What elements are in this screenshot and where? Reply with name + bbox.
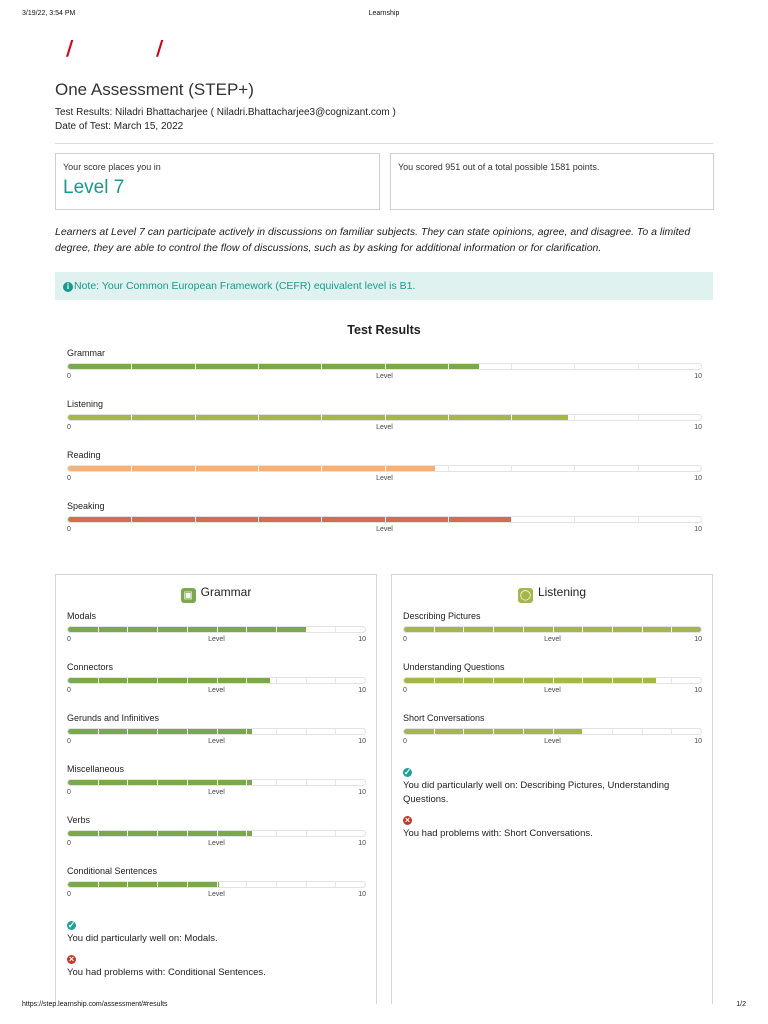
- points-card: [390, 153, 714, 210]
- skill-bar-divider: [612, 627, 613, 632]
- grammar-skill-4: [67, 815, 366, 866]
- grammar-skill-3: [67, 764, 366, 815]
- skill-bar-divider: [671, 729, 672, 734]
- axis-label-mid: Level: [208, 840, 225, 847]
- axis-label-mid: Level: [544, 636, 561, 643]
- skill-bar-divider: [638, 364, 639, 369]
- axis-label-max: 10: [694, 373, 702, 380]
- skill-bar-divider: [157, 729, 158, 734]
- skill-bar-divider: [321, 517, 322, 522]
- axis-label-mid: Level: [376, 424, 393, 431]
- axis-label-max: 10: [358, 840, 366, 847]
- skill-bar-divider: [195, 364, 196, 369]
- axis-label-mid: Level: [376, 475, 393, 482]
- logo-slash-left: /: [66, 36, 74, 60]
- skill-bar-divider: [276, 678, 277, 683]
- skill-bar-divider: [195, 415, 196, 420]
- listening-panel-header: [392, 585, 712, 603]
- skill-bar-divider: [612, 678, 613, 683]
- grammar-well-text: You did particularly well on: Modals.: [67, 933, 218, 944]
- skill-bar-divider: [276, 627, 277, 632]
- axis-label-max: 10: [358, 636, 366, 643]
- skill-bar-divider: [98, 627, 99, 632]
- print-date: 3/19/22, 3:54 PM: [22, 10, 76, 17]
- cefr-note: [55, 272, 713, 300]
- skill-bar-fill: [68, 517, 511, 522]
- skill-name: Connectors: [67, 662, 114, 672]
- skill-bar-divider: [246, 627, 247, 632]
- skill-bar-divider: [217, 678, 218, 683]
- skill-bar-divider: [493, 627, 494, 632]
- skill-bar-fill: [68, 831, 252, 836]
- divider: [55, 143, 713, 144]
- listening-panel: [391, 574, 713, 1004]
- skill-bar-divider: [258, 517, 259, 522]
- skill-bar-divider: [131, 415, 132, 420]
- skill-bar-divider: [157, 882, 158, 887]
- axis-label-min: 0: [67, 891, 71, 898]
- axis-label-mid: Level: [544, 687, 561, 694]
- skill-bar-divider: [574, 466, 575, 471]
- skill-bar-divider: [335, 780, 336, 785]
- check-circle-icon: ✓: [67, 920, 76, 930]
- skill-bar-divider: [463, 678, 464, 683]
- axis-label-mid: Level: [208, 789, 225, 796]
- skill-bar-divider: [574, 415, 575, 420]
- axis-label-max: 10: [358, 789, 366, 796]
- skill-bar-track: [67, 830, 366, 837]
- skill-bar-fill: [68, 466, 435, 471]
- x-circle-icon: ×: [404, 815, 411, 825]
- skill-bar-divider: [187, 678, 188, 683]
- skill-bar-divider: [98, 780, 99, 785]
- skill-bar-track: [67, 414, 702, 421]
- overall-skill-3: [67, 501, 702, 552]
- skill-bar-fill: [404, 678, 656, 683]
- skill-bar-divider: [246, 882, 247, 887]
- axis-label-max: 10: [358, 687, 366, 694]
- skill-bar-track: [67, 465, 702, 472]
- listening-skill-0: [403, 611, 702, 662]
- skill-bar-fill: [68, 364, 479, 369]
- skill-bar-divider: [98, 729, 99, 734]
- skill-bar-divider: [127, 780, 128, 785]
- x-circle-icon: ×: [68, 954, 75, 964]
- skill-bar-divider: [511, 415, 512, 420]
- axis-label-mid: Level: [208, 636, 225, 643]
- print-url: https://step.learnship.com/assessment/#results: [22, 1001, 168, 1008]
- skill-name: Gerunds and Infinitives: [67, 713, 160, 723]
- axis-label-min: 0: [67, 687, 71, 694]
- skill-bar-divider: [523, 627, 524, 632]
- skill-bar-divider: [448, 364, 449, 369]
- axis-label-min: 0: [67, 636, 71, 643]
- skill-bar-divider: [553, 627, 554, 632]
- axis-label-max: 10: [358, 738, 366, 745]
- grammar-skill-0: [67, 611, 366, 662]
- axis-label-min: 0: [67, 373, 71, 380]
- skill-bar-divider: [258, 364, 259, 369]
- test-results-line: Test Results: Niladri Bhattacharjee ( Niladri.Bhattacharjee3@cognizant.com ): [55, 107, 396, 118]
- grammar-skill-2: [67, 713, 366, 764]
- skill-bar-track: [67, 677, 366, 684]
- axis-label-max: 10: [694, 424, 702, 431]
- skill-name: Conditional Sentences: [67, 866, 158, 876]
- skill-bar-track: [67, 728, 366, 735]
- grammar-panel-title: Grammar: [200, 585, 252, 599]
- skill-bar-divider: [195, 517, 196, 522]
- skill-bar-divider: [127, 882, 128, 887]
- print-page-number: 1/2: [736, 1001, 746, 1008]
- axis-label-mid: Level: [208, 891, 225, 898]
- skill-bar-fill: [68, 729, 252, 734]
- skill-bar-divider: [638, 415, 639, 420]
- axis-label-mid: Level: [208, 687, 225, 694]
- skill-bar-track: [67, 881, 366, 888]
- skill-bar-divider: [131, 466, 132, 471]
- skill-bar-divider: [523, 729, 524, 734]
- axis-label-min: 0: [67, 424, 71, 431]
- skill-bar-track: [67, 516, 702, 523]
- skill-bar-divider: [434, 627, 435, 632]
- skill-bar-divider: [276, 780, 277, 785]
- skill-bar-divider: [511, 364, 512, 369]
- skill-bar-divider: [157, 780, 158, 785]
- info-icon: i: [63, 282, 73, 292]
- skill-name: Short Conversations: [403, 713, 485, 723]
- skill-bar-divider: [335, 627, 336, 632]
- skill-bar-divider: [638, 466, 639, 471]
- skill-bar-track: [67, 779, 366, 786]
- skill-bar-divider: [131, 364, 132, 369]
- skill-bar-divider: [187, 780, 188, 785]
- skill-bar-divider: [642, 678, 643, 683]
- skill-bar-track: [403, 728, 702, 735]
- skill-bar-divider: [582, 627, 583, 632]
- skill-bar-divider: [187, 882, 188, 887]
- skill-bar-divider: [493, 729, 494, 734]
- skill-bar-divider: [671, 627, 672, 632]
- skill-bar-divider: [217, 882, 218, 887]
- skill-name: Describing Pictures: [403, 611, 481, 621]
- grammar-problems-text: You had problems with: Conditional Sentences.: [67, 967, 266, 978]
- skill-bar-divider: [335, 729, 336, 734]
- skill-bar-divider: [306, 831, 307, 836]
- listening-panel-title: Listening: [537, 585, 587, 599]
- headphones-icon: ◯: [519, 590, 532, 601]
- skill-bar-divider: [306, 678, 307, 683]
- axis-label-min: 0: [67, 475, 71, 482]
- skill-bar-divider: [511, 517, 512, 522]
- listening-problems-text: You had problems with: Short Conversations.: [403, 828, 593, 839]
- skill-bar-divider: [217, 831, 218, 836]
- skill-bar-divider: [306, 729, 307, 734]
- skill-bar-track: [403, 677, 702, 684]
- skill-bar-divider: [434, 678, 435, 683]
- skill-bar-divider: [321, 415, 322, 420]
- skill-bar-divider: [187, 729, 188, 734]
- skill-bar-divider: [523, 678, 524, 683]
- skill-bar-divider: [217, 729, 218, 734]
- grammar-panel-header: [56, 585, 376, 603]
- skill-bar-divider: [511, 466, 512, 471]
- page-title: One Assessment (STEP+): [55, 80, 254, 99]
- axis-label-max: 10: [694, 526, 702, 533]
- skill-bar-divider: [335, 831, 336, 836]
- level-value: Level 7: [63, 177, 125, 198]
- axis-label-max: 10: [358, 891, 366, 898]
- skill-bar-divider: [127, 627, 128, 632]
- skill-bar-divider: [98, 678, 99, 683]
- skill-bar-fill: [68, 780, 252, 785]
- axis-label-mid: Level: [208, 738, 225, 745]
- axis-label-min: 0: [67, 840, 71, 847]
- skill-bar-divider: [276, 729, 277, 734]
- skill-bar-divider: [574, 364, 575, 369]
- grammar-skill-5: [67, 866, 366, 917]
- skill-bar-divider: [157, 678, 158, 683]
- skill-bar-divider: [385, 415, 386, 420]
- skill-name: Grammar: [67, 348, 105, 358]
- skill-bar-divider: [195, 466, 196, 471]
- skill-bar-divider: [553, 729, 554, 734]
- skill-bar-divider: [131, 517, 132, 522]
- skill-bar-divider: [157, 831, 158, 836]
- skill-bar-divider: [187, 627, 188, 632]
- skill-bar-divider: [98, 831, 99, 836]
- skill-bar-divider: [385, 466, 386, 471]
- skill-name: Listening: [67, 399, 104, 409]
- axis-label-min: 0: [403, 636, 407, 643]
- skill-bar-divider: [321, 466, 322, 471]
- skill-name: Miscellaneous: [67, 764, 125, 774]
- skill-name: Modals: [67, 611, 97, 621]
- skill-bar-divider: [463, 729, 464, 734]
- skill-name: Verbs: [67, 815, 91, 825]
- skill-bar-divider: [98, 882, 99, 887]
- axis-label-mid: Level: [544, 738, 561, 745]
- skill-bar-divider: [246, 831, 247, 836]
- skill-bar-divider: [612, 729, 613, 734]
- axis-label-min: 0: [403, 687, 407, 694]
- skill-name: Understanding Questions: [403, 662, 505, 672]
- skill-bar-divider: [217, 627, 218, 632]
- skill-bar-fill: [68, 882, 219, 887]
- skill-bar-divider: [335, 882, 336, 887]
- axis-label-max: 10: [694, 738, 702, 745]
- cefr-note-text: Note: Your Common European Framework (CEFR) equivalent level is B1.: [74, 280, 416, 292]
- skill-bar-divider: [246, 678, 247, 683]
- skill-bar-divider: [385, 517, 386, 522]
- overall-skill-1: [67, 399, 702, 450]
- skill-bar-divider: [574, 517, 575, 522]
- skill-bar-divider: [321, 364, 322, 369]
- skill-bar-divider: [127, 678, 128, 683]
- overall-skill-0: [67, 348, 702, 399]
- skill-bar-divider: [553, 678, 554, 683]
- check-circle-icon: ✓: [403, 767, 412, 777]
- listening-skill-1: [403, 662, 702, 713]
- skill-bar-divider: [258, 415, 259, 420]
- skill-name: Reading: [67, 450, 101, 460]
- skill-bar-divider: [246, 729, 247, 734]
- skill-bar-divider: [642, 627, 643, 632]
- skill-bar-track: [403, 626, 702, 633]
- axis-label-max: 10: [694, 636, 702, 643]
- axis-label-min: 0: [67, 789, 71, 796]
- listening-skill-2: [403, 713, 702, 764]
- skill-bar-track: [67, 626, 366, 633]
- skill-bar-divider: [187, 831, 188, 836]
- skill-bar-divider: [258, 466, 259, 471]
- skill-bar-fill: [68, 415, 568, 420]
- axis-label-mid: Level: [376, 373, 393, 380]
- skill-bar-divider: [127, 831, 128, 836]
- skill-bar-divider: [306, 882, 307, 887]
- skill-name: Speaking: [67, 501, 105, 511]
- score-card: [55, 153, 380, 210]
- skill-bar-divider: [217, 780, 218, 785]
- grammar-panel: [55, 574, 377, 1004]
- skill-bar-divider: [582, 729, 583, 734]
- grammar-icon: ▣: [181, 588, 196, 603]
- skill-bar-divider: [642, 729, 643, 734]
- axis-label-min: 0: [67, 738, 71, 745]
- skill-bar-divider: [582, 678, 583, 683]
- print-title: Learnship: [368, 10, 400, 17]
- skill-bar-divider: [276, 831, 277, 836]
- skill-bar-divider: [671, 678, 672, 683]
- skill-bar-track: [67, 363, 702, 370]
- skill-bar-divider: [638, 517, 639, 522]
- score-card-label: Your score places you in: [63, 162, 161, 172]
- axis-label-min: 0: [67, 526, 71, 533]
- logo-slash-right: /: [156, 36, 164, 60]
- grammar-skill-1: [67, 662, 366, 713]
- skill-bar-divider: [434, 729, 435, 734]
- test-results-title: Test Results: [347, 323, 421, 337]
- skill-bar-divider: [448, 517, 449, 522]
- axis-label-min: 0: [403, 738, 407, 745]
- skill-bar-divider: [306, 627, 307, 632]
- date-of-test: Date of Test: March 15, 2022: [55, 121, 184, 132]
- skill-bar-divider: [335, 678, 336, 683]
- axis-label-max: 10: [694, 687, 702, 694]
- axis-label-max: 10: [694, 475, 702, 482]
- points-text: You scored 951 out of a total possible 1581 points.: [398, 162, 600, 172]
- skill-bar-divider: [306, 780, 307, 785]
- skill-bar-divider: [448, 415, 449, 420]
- skill-bar-divider: [276, 882, 277, 887]
- skill-bar-divider: [246, 780, 247, 785]
- skill-bar-divider: [463, 627, 464, 632]
- level-description: Learners at Level 7 can participate actively in discussions on familiar subjects. They can state opinions, agree, and disagree. To a limited degree, they are able to control the flow of discussions, such as by asking for additional information or for clarification.: [55, 226, 691, 254]
- skill-bar-divider: [448, 466, 449, 471]
- skill-bar-divider: [157, 627, 158, 632]
- skill-bar-divider: [493, 678, 494, 683]
- skill-bar-divider: [385, 364, 386, 369]
- skill-bar-divider: [127, 729, 128, 734]
- listening-well-text: You did particularly well on: Describing Pictures, Understanding Questions.: [403, 780, 670, 805]
- overall-skill-2: [67, 450, 702, 501]
- axis-label-mid: Level: [376, 526, 393, 533]
